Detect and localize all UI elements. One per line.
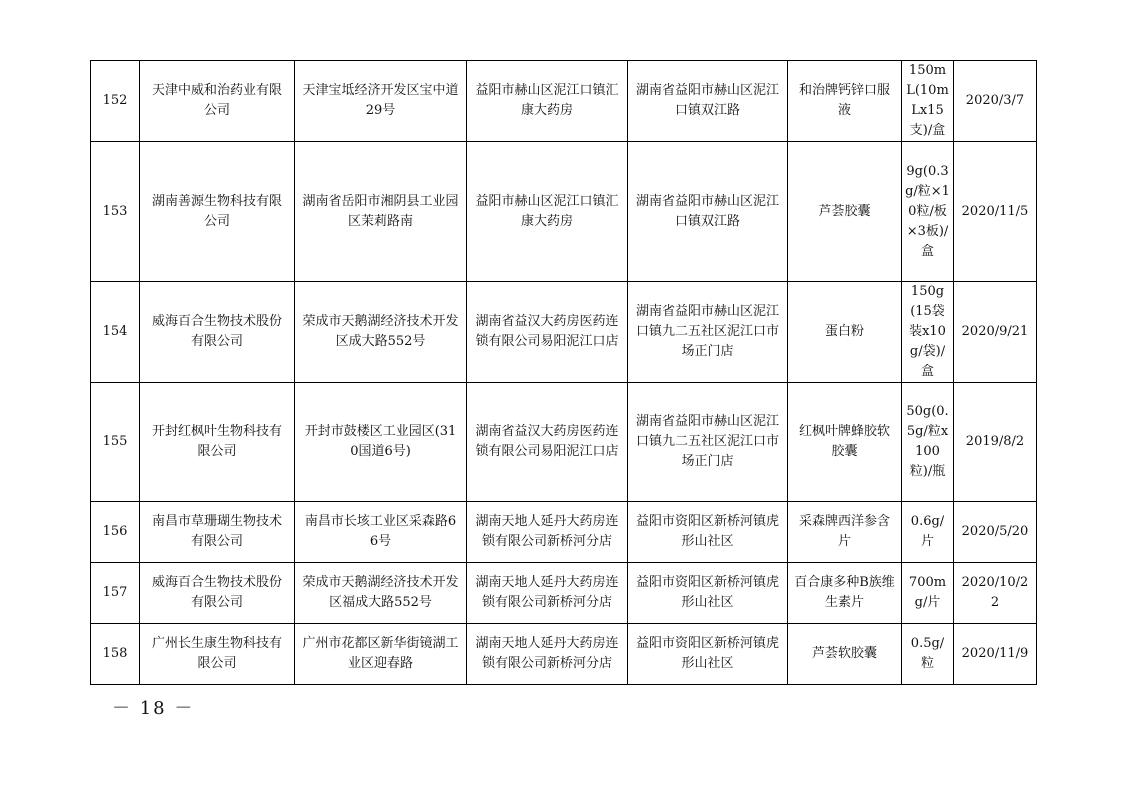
cell-number: 158 — [91, 624, 140, 685]
cell-product: 红枫叶牌蜂胶软胶囊 — [788, 383, 902, 502]
cell-spec: 9g(0.3g/粒×10粒/板×3板)/盒 — [902, 142, 954, 282]
cell-seller-address: 益阳市资阳区新桥河镇虎形山社区 — [628, 624, 788, 685]
cell-seller: 湖南天地人延丹大药房连锁有限公司新桥河分店 — [467, 624, 628, 685]
cell-seller: 湖南省益汉大药房医药连锁有限公司易阳泥江口店 — [467, 282, 628, 383]
cell-spec: 150g(15袋装x10g/袋)/盒 — [902, 282, 954, 383]
cell-product: 和治牌钙锌口服液 — [788, 61, 902, 142]
cell-number: 155 — [91, 383, 140, 502]
cell-manufacturer: 天津中威和治药业有限公司 — [140, 61, 295, 142]
cell-manufacturer-address: 荣成市天鹅湖经济技术开发区福成大路552号 — [295, 563, 467, 624]
cell-seller-address: 湖南省益阳市赫山区泥江口镇双江路 — [628, 142, 788, 282]
inspection-records-table — [90, 60, 1037, 685]
cell-product: 百合康多种B族维生素片 — [788, 563, 902, 624]
table-row — [91, 502, 1037, 563]
cell-spec: 50g(0.5g/粒x100粒)/瓶 — [902, 383, 954, 502]
table-row — [91, 383, 1037, 502]
cell-manufacturer-address: 南昌市长垓工业区采森路66号 — [295, 502, 467, 563]
cell-seller-address: 湖南省益阳市赫山区泥江口镇九二五社区泥江口市场正门店 — [628, 282, 788, 383]
cell-manufacturer-address: 荣成市天鹅湖经济技术开发区成大路552号 — [295, 282, 467, 383]
cell-number: 157 — [91, 563, 140, 624]
cell-manufacturer-address: 开封市鼓楼区工业园区(310国道6号) — [295, 383, 467, 502]
cell-seller: 湖南天地人延丹大药房连锁有限公司新桥河分店 — [467, 502, 628, 563]
cell-number: 156 — [91, 502, 140, 563]
cell-date: 2020/11/9 — [954, 624, 1037, 685]
cell-product: 芦荟软胶囊 — [788, 624, 902, 685]
cell-manufacturer: 威海百合生物技术股份有限公司 — [140, 563, 295, 624]
cell-seller: 湖南省益汉大药房医药连锁有限公司易阳泥江口店 — [467, 383, 628, 502]
cell-spec: 700mg/片 — [902, 563, 954, 624]
cell-date: 2020/9/21 — [954, 282, 1037, 383]
table-row — [91, 563, 1037, 624]
table-row — [91, 282, 1037, 383]
cell-seller: 益阳市赫山区泥江口镇汇康大药房 — [467, 61, 628, 142]
cell-manufacturer: 湖南善源生物科技有限公司 — [140, 142, 295, 282]
cell-spec: 150mL(10mLx15支)/盒 — [902, 61, 954, 142]
cell-seller-address: 湖南省益阳市赫山区泥江口镇双江路 — [628, 61, 788, 142]
cell-seller-address: 益阳市资阳区新桥河镇虎形山社区 — [628, 502, 788, 563]
cell-seller-address: 益阳市资阳区新桥河镇虎形山社区 — [628, 563, 788, 624]
table-row — [91, 61, 1037, 142]
cell-date: 2020/11/5 — [954, 142, 1037, 282]
cell-seller-address: 湖南省益阳市赫山区泥江口镇九二五社区泥江口市场正门店 — [628, 383, 788, 502]
cell-spec: 0.6g/片 — [902, 502, 954, 563]
page-number: － 18 － — [112, 698, 195, 719]
cell-manufacturer: 广州长生康生物科技有限公司 — [140, 624, 295, 685]
cell-spec: 0.5g/粒 — [902, 624, 954, 685]
cell-number: 152 — [91, 61, 140, 142]
cell-date: 2020/3/7 — [954, 61, 1037, 142]
cell-manufacturer-address: 广州市花都区新华街镜湖工业区迎春路 — [295, 624, 467, 685]
cell-date: 2020/10/22 — [954, 563, 1037, 624]
cell-product: 蛋白粉 — [788, 282, 902, 383]
cell-seller: 湖南天地人延丹大药房连锁有限公司新桥河分店 — [467, 563, 628, 624]
cell-manufacturer: 开封红枫叶生物科技有限公司 — [140, 383, 295, 502]
cell-date: 2020/5/20 — [954, 502, 1037, 563]
table-row — [91, 142, 1037, 282]
cell-manufacturer: 威海百合生物技术股份有限公司 — [140, 282, 295, 383]
cell-number: 154 — [91, 282, 140, 383]
cell-product: 芦荟胶囊 — [788, 142, 902, 282]
cell-product: 采森牌西洋参含片 — [788, 502, 902, 563]
cell-number: 153 — [91, 142, 140, 282]
table-row — [91, 624, 1037, 685]
cell-manufacturer-address: 湖南省岳阳市湘阴县工业园区茉莉路南 — [295, 142, 467, 282]
cell-seller: 益阳市赫山区泥江口镇汇康大药房 — [467, 142, 628, 282]
cell-manufacturer: 南昌市草珊瑚生物技术有限公司 — [140, 502, 295, 563]
cell-manufacturer-address: 天津宝坻经济开发区宝中道29号 — [295, 61, 467, 142]
cell-date: 2019/8/2 — [954, 383, 1037, 502]
